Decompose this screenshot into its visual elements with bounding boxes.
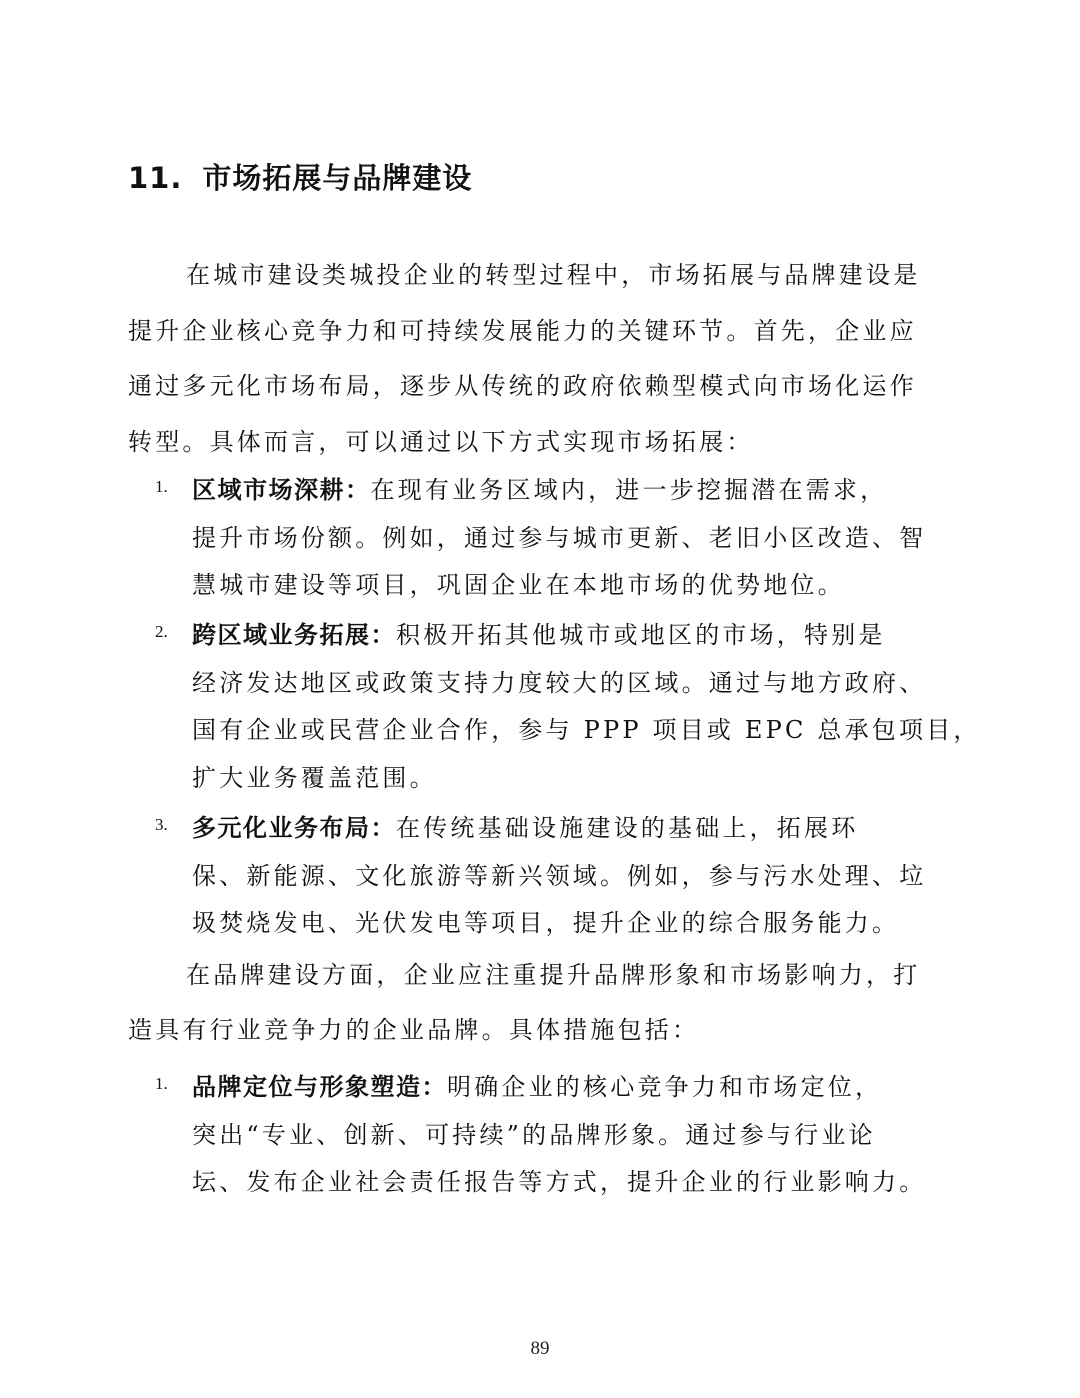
list-item-line: 经济发达地区或政策支持力度较大的区域。通过与地方政府、 xyxy=(192,668,927,697)
list-marker: 2. xyxy=(155,622,168,641)
list-marker: 1. xyxy=(155,1074,168,1093)
list-item-term: 品牌定位与形象塑造： xyxy=(192,1073,447,1101)
list-item-term: 区域市场深耕： xyxy=(192,476,371,504)
list-item-line: 圾焚烧发电、光伏发电等项目，提升企业的综合服务能力。 xyxy=(192,909,900,937)
list-item-line: 扩大业务覆盖范围。 xyxy=(192,763,437,792)
list-item-line: 在传统基础设施建设的基础上，拓展环 xyxy=(396,814,859,842)
page-number: 89 xyxy=(530,1338,550,1359)
list-marker: 3. xyxy=(155,815,168,834)
list-item-line: 保、新能源、文化旅游等新兴领域。例如，参与污水处理、垃 xyxy=(192,861,927,890)
paragraph-line: 提升企业核心竞争力和可持续发展能力的关键环节。首先，企业应 xyxy=(128,316,917,345)
list-item-line: 积极开拓其他城市或地区的市场，特别是 xyxy=(396,621,886,649)
list-item-term: 跨区域业务拓展： xyxy=(192,621,396,649)
paragraph-line: 在品牌建设方面，企业应注重提升品牌形象和市场影响力，打 xyxy=(186,961,921,989)
paragraph-line: 转型。具体而言，可以通过以下方式实现市场拓展： xyxy=(128,427,754,456)
list-item-line: 明确企业的核心竞争力和市场定位， xyxy=(447,1073,883,1101)
list-item-line: 突出“专业、创新、可持续”的品牌形象。通过参与行业论 xyxy=(192,1120,876,1149)
list-item-line: 慧城市建设等项目，巩固企业在本地市场的优势地位。 xyxy=(192,571,845,599)
paragraph-line: 造具有行业竞争力的企业品牌。具体措施包括： xyxy=(128,1016,700,1044)
list-marker: 1. xyxy=(155,477,168,496)
list-item-line: 在现有业务区域内，进一步挖掘潜在需求， xyxy=(370,476,888,504)
paragraph-line: 在城市建设类城投企业的转型过程中，市场拓展与品牌建设是 xyxy=(186,261,921,289)
section-heading xyxy=(128,156,472,197)
list-item-line: 坛、发布企业社会责任报告等方式，提升企业的行业影响力。 xyxy=(192,1168,927,1196)
list-item-line: 提升市场份额。例如，通过参与城市更新、老旧小区改造、智 xyxy=(192,523,927,552)
section-number: 11. xyxy=(128,161,183,195)
intro-paragraph xyxy=(128,248,958,470)
paragraph-line: 通过多元化市场布局，逐步从传统的政府依赖型模式向市场化运作 xyxy=(128,372,917,400)
section-title: 市场拓展与品牌建设 xyxy=(202,161,473,195)
list-item-term: 多元化业务布局： xyxy=(192,814,396,842)
list-item-line: 国有企业或民营企业合作，参与 PPP 项目或 EPC 总承包项目， xyxy=(192,716,981,744)
brand-paragraph xyxy=(128,948,958,1058)
